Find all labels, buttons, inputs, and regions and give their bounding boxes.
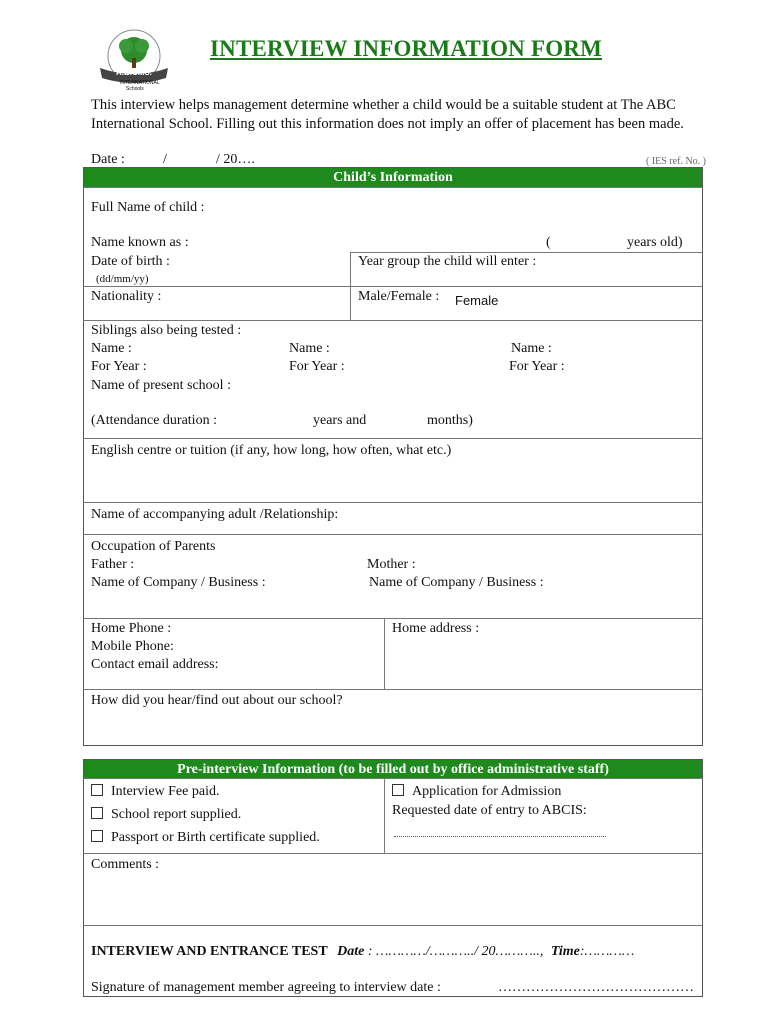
sibling-1-name-label: Name : [91, 341, 132, 356]
requested-date-label: Requested date of entry to ABCIS: [392, 803, 587, 818]
age-label: years old) [627, 235, 683, 250]
child-info-header: Child’s Information [84, 168, 702, 187]
mother-company-label: Name of Company / Business : [369, 575, 544, 590]
pre-interview-header: Pre-interview Information (to be filled out by office administrative staff) [84, 760, 702, 779]
check-school-report[interactable] [91, 806, 241, 824]
father-label: Father : [91, 557, 135, 572]
school-logo [92, 28, 176, 94]
attendance-months: months) [427, 413, 473, 428]
requested-date-line[interactable] [394, 836, 606, 837]
dob-format: (dd/mm/yy) [96, 273, 149, 285]
checkbox-icon[interactable] [91, 830, 103, 842]
english-label: English centre or tuition (if any, how long, how often, what etc.) [91, 443, 452, 458]
sibling-3-name-label: Name : [511, 341, 552, 356]
gender-value[interactable]: Female [455, 293, 499, 308]
check-interview-fee[interactable] [91, 783, 219, 801]
ies-ref: ( IES ref. No. ) [646, 156, 706, 167]
name-known-label: Name known as : [91, 235, 189, 250]
check-school-report-label: School report supplied. [111, 807, 242, 822]
dob-label: Date of birth : [91, 254, 170, 269]
date-slash-1: / [163, 152, 167, 167]
check-application-label: Application for Admission [412, 784, 562, 799]
logo-line1: INTERNATIONAL [120, 80, 160, 86]
interview-time-fill: :………… [579, 944, 635, 959]
siblings-label: Siblings also being tested : [91, 323, 242, 338]
check-application[interactable] [392, 783, 561, 801]
father-company-label: Name of Company / Business : [91, 575, 266, 590]
sibling-2-name-label: Name : [289, 341, 330, 356]
home-phone-label: Home Phone : [91, 621, 172, 636]
signature-fill[interactable]: …………………………………… [498, 980, 694, 995]
intro-text: This interview helps management determine whether a child would be a suitable student at The ABC International School. Filling out this information does not imply an offer of placement has been made. [91, 97, 684, 132]
gender-label: Male/Female : [358, 289, 440, 304]
signature-label: Signature of management member agreeing to interview date : [91, 980, 441, 995]
interview-line [91, 943, 634, 961]
check-passport[interactable] [91, 829, 320, 847]
comments-label: Comments : [91, 857, 160, 872]
form-title: INTERVIEW INFORMATION FORM [210, 36, 602, 61]
mother-label: Mother : [367, 557, 416, 572]
present-school-label: Name of present school : [91, 378, 231, 393]
attendance-label: (Attendance duration : [91, 413, 217, 428]
interview-date-fill: : …………/………../ 20……….., [364, 944, 544, 959]
home-address-label: Home address : [392, 621, 480, 636]
full-name-label: Full Name of child : [91, 200, 205, 215]
sibling-2-year-label: For Year : [289, 359, 345, 374]
age-open: ( [546, 235, 551, 250]
nationality-label: Nationality : [91, 289, 162, 304]
sibling-3-year-label: For Year : [509, 359, 565, 374]
accompany-label: Name of accompanying adult /Relationship: [91, 507, 339, 522]
occupation-label: Occupation of Parents [91, 539, 216, 554]
date-label: Date : [91, 152, 125, 167]
attendance-years: years and [313, 413, 367, 428]
check-passport-label: Passport or Birth certificate supplied. [111, 830, 320, 845]
check-interview-fee-label: Interview Fee paid. [111, 784, 220, 799]
hear-label: How did you hear/find out about our school? [91, 693, 343, 708]
checkbox-icon[interactable] [91, 784, 103, 796]
interview-time-label: Time [550, 944, 580, 959]
year-group-label: Year group the child will enter : [358, 254, 537, 269]
mobile-label: Mobile Phone: [91, 639, 174, 654]
interview-label: INTERVIEW AND ENTRANCE TEST [91, 944, 328, 959]
logo-banner: A.B.C.I.S. [116, 68, 153, 77]
interview-date-label: Date [337, 944, 365, 959]
sibling-1-year-label: For Year : [91, 359, 147, 374]
checkbox-icon[interactable] [91, 807, 103, 819]
checkbox-icon[interactable] [392, 784, 404, 796]
logo-line2: Schools [126, 86, 144, 92]
date-slash-2: / 20…. [216, 152, 255, 167]
email-label: Contact email address: [91, 657, 219, 672]
